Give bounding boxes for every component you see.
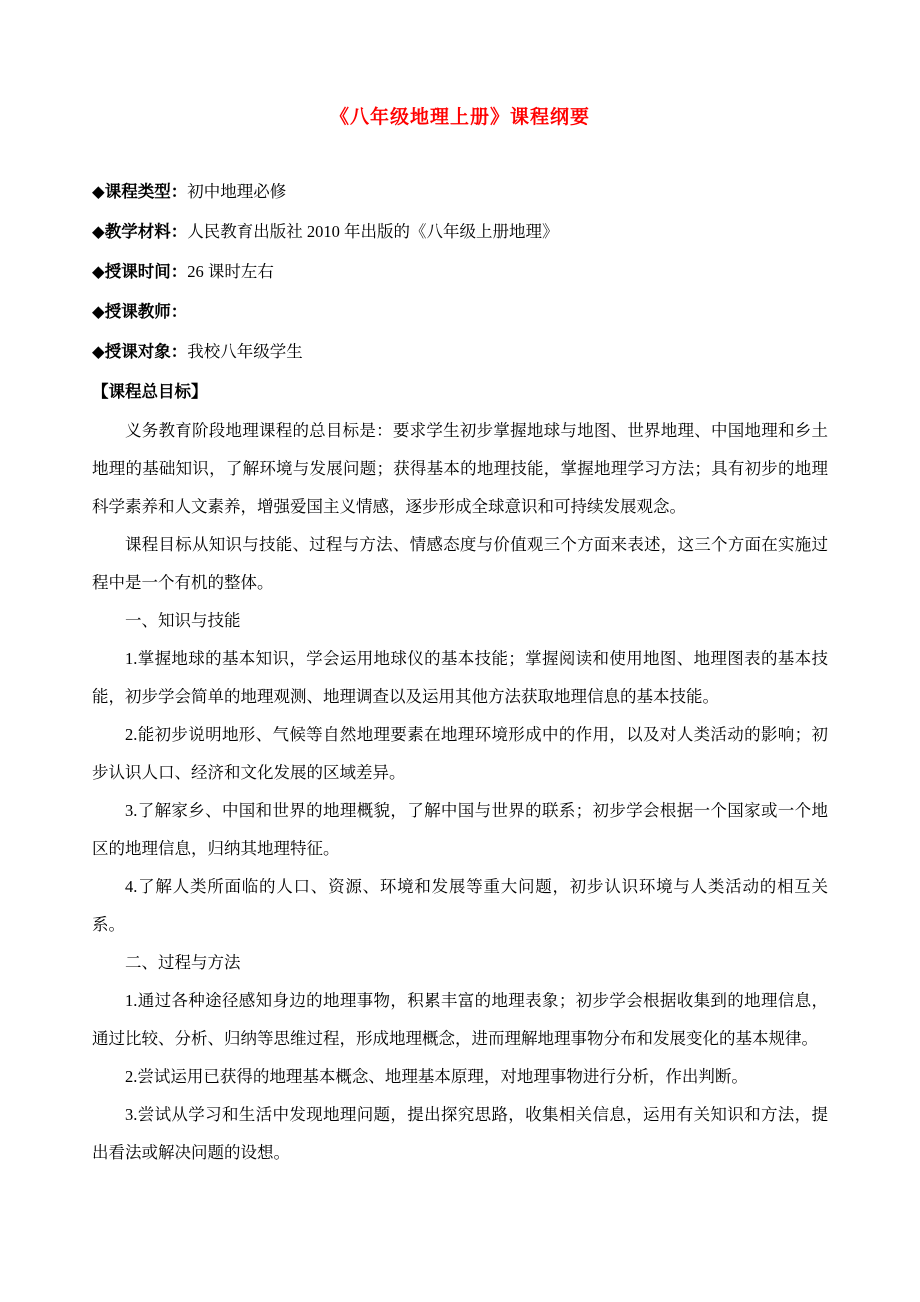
meta-item-value: 人民教育出版社 2010 年出版的《八年级上册地理》 bbox=[187, 222, 559, 241]
document-title: 《八年级地理上册》课程纲要 bbox=[329, 107, 590, 128]
paragraph: 2.能初步说明地形、气候等自然地理要素在地理环境形成中的作用，以及对人类活动的影响；初步认识人口、经济和文化发展的区域差异。 bbox=[92, 725, 828, 782]
meta-item bbox=[92, 292, 828, 332]
meta-item-label: ◆授课教师： bbox=[92, 302, 188, 321]
meta-item-value: 26 课时左右 bbox=[187, 262, 274, 281]
paragraph: 1.掌握地球的基本知识，学会运用地球仪的基本技能；掌握阅读和使用地图、地理图表的基本技能，初步学会简单的地理观测、地理调查以及运用其他方法获取地理信息的基本技能。 bbox=[92, 649, 828, 706]
paragraph: 3.了解家乡、中国和世界的地理概貌，了解中国与世界的联系；初步学会根据一个国家或一个地区的地理信息，归纳其地理特征。 bbox=[92, 801, 828, 858]
paragraph: 2.尝试运用已获得的地理基本概念、地理基本原理，对地理事物进行分析，作出判断。 bbox=[125, 1067, 748, 1086]
paragraph: 1.通过各种途径感知身边的地理事物，积累丰富的地理表象；初步学会根据收集到的地理信息，通过比较、分析、归纳等思维过程，形成地理概念，进而理解地理事物分布和发展变化的基本规律。 bbox=[92, 991, 828, 1048]
meta-item-label: ◆授课时间： bbox=[92, 262, 188, 281]
paragraph: 4.了解人类所面临的人口、资源、环境和发展等重大问题，初步认识环境与人类活动的相互关系。 bbox=[92, 877, 828, 934]
meta-item-label: ◆课程类型： bbox=[92, 182, 188, 201]
paragraph: 课程目标从知识与技能、过程与方法、情感态度与价值观三个方面来表述，这三个方面在实施过程中是一个有机的整体。 bbox=[92, 535, 828, 592]
paragraph: 3.尝试从学习和生活中发现地理问题，提出探究思路，收集相关信息，运用有关知识和方法，提出看法或解决问题的设想。 bbox=[92, 1105, 828, 1162]
paragraph: 二、过程与方法 bbox=[125, 953, 241, 972]
meta-item-label: ◆教学材料： bbox=[92, 222, 188, 241]
paragraph: 义务教育阶段地理课程的总目标是：要求学生初步掌握地球与地图、世界地理、中国地理和乡土地理的基础知识，了解环境与发展问题；获得基本的地理技能，掌握地理学习方法；具有初步的地理科学素养和人文素养，增强爱国主义情感，逐步形成全球意识和可持续发展观念。 bbox=[92, 421, 828, 516]
meta-item-label: ◆授课对象： bbox=[92, 342, 188, 361]
meta-item bbox=[92, 212, 828, 252]
meta-item-value: 我校八年级学生 bbox=[187, 342, 303, 361]
meta-item-value: 初中地理必修 bbox=[187, 182, 287, 201]
meta-item bbox=[92, 172, 828, 212]
meta-item bbox=[92, 252, 828, 292]
paragraph: 一、知识与技能 bbox=[125, 611, 241, 630]
section-heading: 【课程总目标】 bbox=[92, 382, 208, 401]
document-body bbox=[92, 412, 828, 1172]
meta-item bbox=[92, 332, 828, 372]
meta-list bbox=[92, 172, 828, 372]
